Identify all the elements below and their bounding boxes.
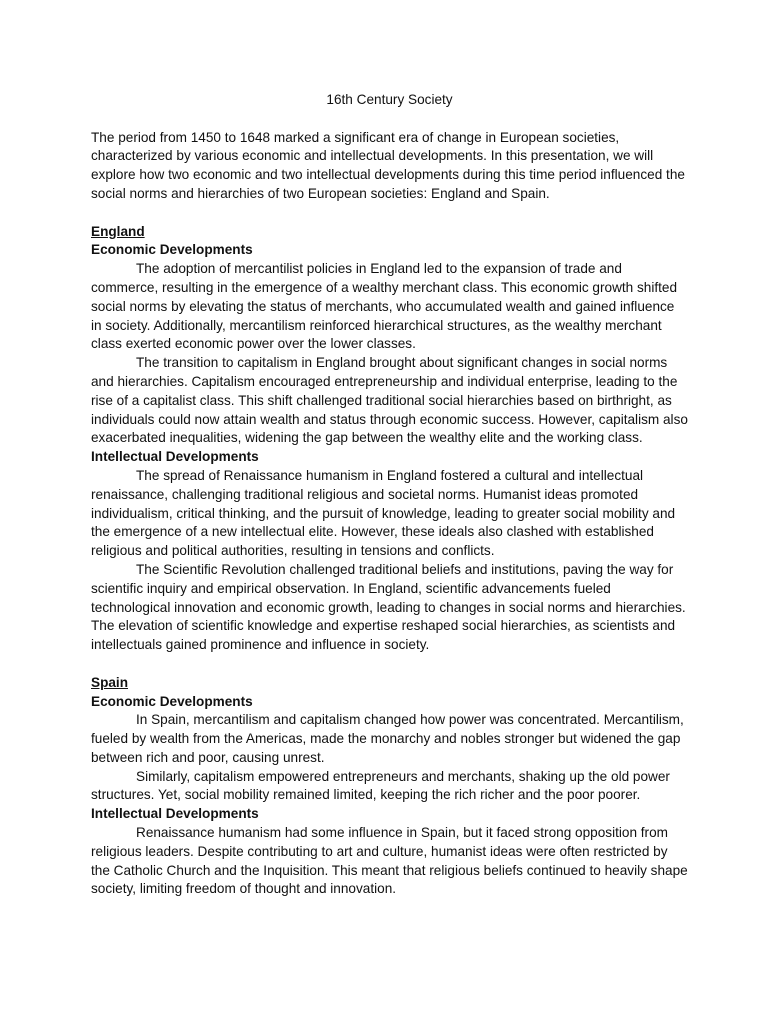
spain-economic-paragraph-1: In Spain, mercantilism and capitalism changed how power was concentrated. Mercantilism, fueled by wealth from the Americas, made the monarchy and nobles stronger but widened the gap between rich and poor, causing unrest. — [91, 712, 684, 765]
section-heading-england: England — [91, 223, 145, 239]
england-economic-paragraph-1: The adoption of mercantilist policies in England led to the expansion of trade and commerce, resulting in the emergence of a wealthy merchant class. This economic growth shifted social norms by elevating the status of merchants, who accumulated wealth and gained influence in society. Additionally, mercantilism reinforced hierarchical structures, as the wealthy merchant class exerted economic power over the lower classes. — [91, 261, 678, 352]
spain-economic-paragraph-2: Similarly, capitalism empowered entrepreneurs and merchants, shaking up the old power structures. Yet, social mobility remained limited, keeping the rich richer and the poor poorer. — [91, 768, 670, 803]
document-title: 16th Century Society — [326, 92, 453, 107]
section-heading-spain: Spain — [91, 674, 129, 690]
section-spain — [91, 674, 688, 900]
england-intellectual-heading: Intellectual Developments — [91, 449, 259, 465]
spain-intellectual-heading: Intellectual Developments — [91, 806, 259, 822]
section-spacer — [91, 655, 688, 674]
england-intellectual-paragraph-2: The Scientific Revolution challenged traditional beliefs and institutions, paving the way for scientific inquiry and empirical observation. In England, scientific advancements fueled technological innovation and economic growth, leading to changes in social norms and hierarchies. The elevation of scientific knowledge and expertise reshaped social hierarchies, as scientists and intellectuals gained prominence and influence in society. — [91, 561, 686, 653]
england-economic-paragraph-2: The transition to capitalism in England brought about significant changes in social norms and hierarchies. Capitalism encouraged entrepreneurship and individual enterprise, leading to the rise of a capitalist class. This shift challenged traditional social hierarchies based on birthright, as individuals could now attain wealth and status through economic success. However, capitalism also exacerbated inequalities, widening the gap between the wealthy elite and the working class. — [91, 355, 688, 446]
england-economic-heading: Economic Developments — [91, 242, 253, 258]
intro-paragraph: The period from 1450 to 1648 marked a significant era of change in European societies, characterized by various economic and intellectual developments. In this presentation, we will explore how two economic and two intellectual developments during this time period influenced the social norms and hierarchies of two European societies: England and Spain. — [91, 129, 685, 201]
spain-economic-heading: Economic Developments — [91, 693, 253, 709]
section-england — [91, 223, 688, 655]
england-intellectual-paragraph-1: The spread of Renaissance humanism in England fostered a cultural and intellectual renaissance, challenging traditional religious and societal norms. Humanist ideas promoted individualism, critical thinking, and the pursuit of knowledge, leading to greater social mobility and the emergence of a new intellectual elite. However, these ideals also clashed with established religious and political authorities, resulting in tensions and conflicts. — [91, 467, 676, 559]
spain-intellectual-paragraph-1: Renaissance humanism had some influence in Spain, but it faced strong opposition from religious leaders. Despite contributing to art and culture, humanist ideas were often restricted by the Catholic Church and the Inquisition. This meant that religious beliefs continued to heavily shape society, limiting freedom of thought and innovation. — [91, 825, 688, 897]
